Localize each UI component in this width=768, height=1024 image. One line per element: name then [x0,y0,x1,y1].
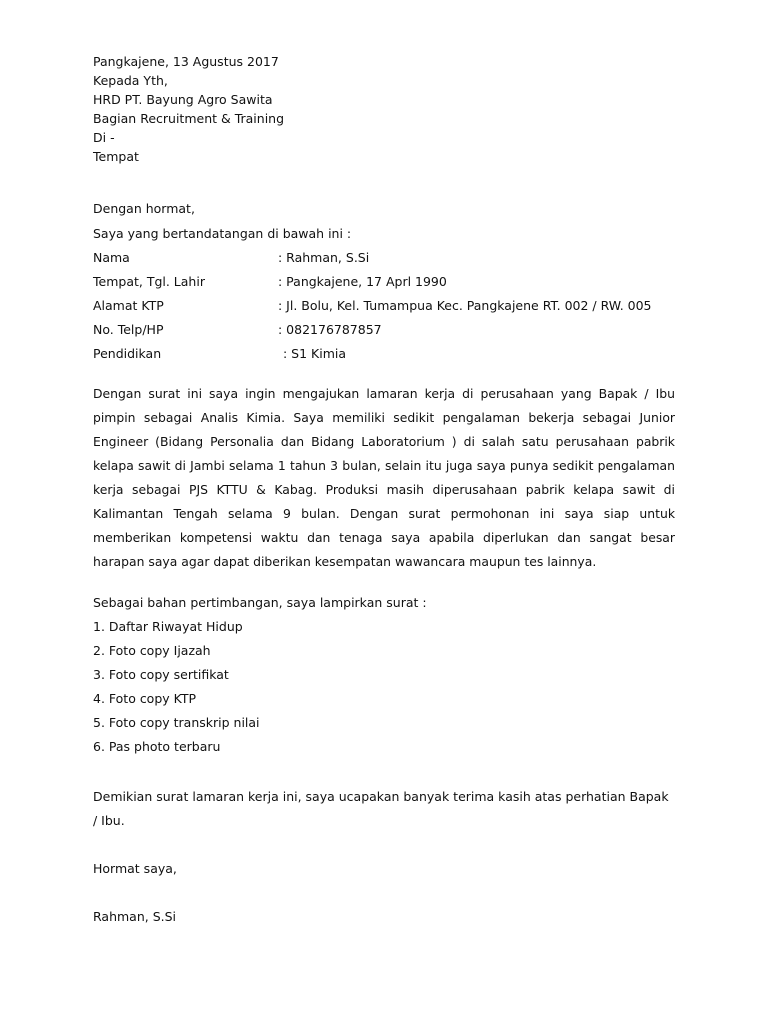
field-value: : Pangkajene, 17 Aprl 1990 [278,274,447,289]
sign-off: Hormat saya, [93,861,177,876]
recipient-di: Di - [93,130,115,145]
field-label: No. Telp/HP [93,322,164,337]
attachments-list [93,615,675,759]
closing-statement: Demikian surat lamaran kerja ini, saya ucapakan banyak terima kasih atas perhatian Bapak / Ibu. [93,789,669,828]
list-item: 4. Foto copy KTP [93,691,197,706]
letter-date: Pangkajene, 13 Agustus 2017 [93,54,279,69]
applicant-details [93,246,675,366]
field-value: : Jl. Bolu, Kel. Tumampua Kec. Pangkajene RT. 002 / RW. 005 [278,298,652,313]
recipient-place: Tempat [93,149,139,164]
list-item: 5. Foto copy transkrip nilai [93,715,260,730]
recipient-company: HRD PT. Bayung Agro Sawita [93,92,273,107]
field-label: Alamat KTP [93,298,164,313]
field-label: Pendidikan [93,346,162,361]
body-paragraph: Dengan surat ini saya ingin mengajukan lamaran kerja di perusahaan yang Bapak / Ibu pimpin sebagai Analis Kimia. Saya memiliki sedikit pengalaman bekerja sebagai Junior Engineer (Bidang Personalia dan Bidang Laboratorium ) di salah satu perusahaan pabrik kelapa sawit di Jambi selama 1 tahun 3 bulan, selain itu juga saya punya sedikit pengalaman kerja sebagai PJS KTTU & Kabag. Produksi masih diperusahaan pabrik kelapa sawit di Kalimantan Tengah selama 9 bulan. Dengan surat permohonan ini saya siap untuk memberikan kompetensi waktu dan tenaga saya apabila diperlukan dan sangat besar harapan saya agar dapat diberikan kesempatan wawancara maupun tes lainnya. [93,386,675,569]
applicant-row-name [93,246,675,270]
intro-line: Saya yang bertandatangan di bawah ini : [93,226,352,241]
letter-page [93,52,675,929]
attachments-intro: Sebagai bahan pertimbangan, saya lampirkan surat : [93,595,427,610]
recipient-salutation: Kepada Yth, [93,73,168,88]
signature-name: Rahman, S.Si [93,909,177,924]
field-label: Tempat, Tgl. Lahir [93,274,205,289]
list-item: 1. Daftar Riwayat Hidup [93,619,243,634]
applicant-row-birth [93,270,675,294]
greeting: Dengan hormat, [93,201,195,216]
applicant-row-phone [93,318,675,342]
field-value: : 082176787857 [278,322,382,337]
recipient-department: Bagian Recruitment & Training [93,111,285,126]
list-item: 6. Pas photo terbaru [93,739,221,754]
applicant-row-education [93,342,675,366]
field-label: Nama [93,250,130,265]
field-value: : S1 Kimia [283,346,347,361]
field-value: : Rahman, S.Si [278,250,370,265]
list-item: 2. Foto copy Ijazah [93,643,211,658]
list-item: 3. Foto copy sertifikat [93,667,229,682]
applicant-row-address [93,294,675,318]
